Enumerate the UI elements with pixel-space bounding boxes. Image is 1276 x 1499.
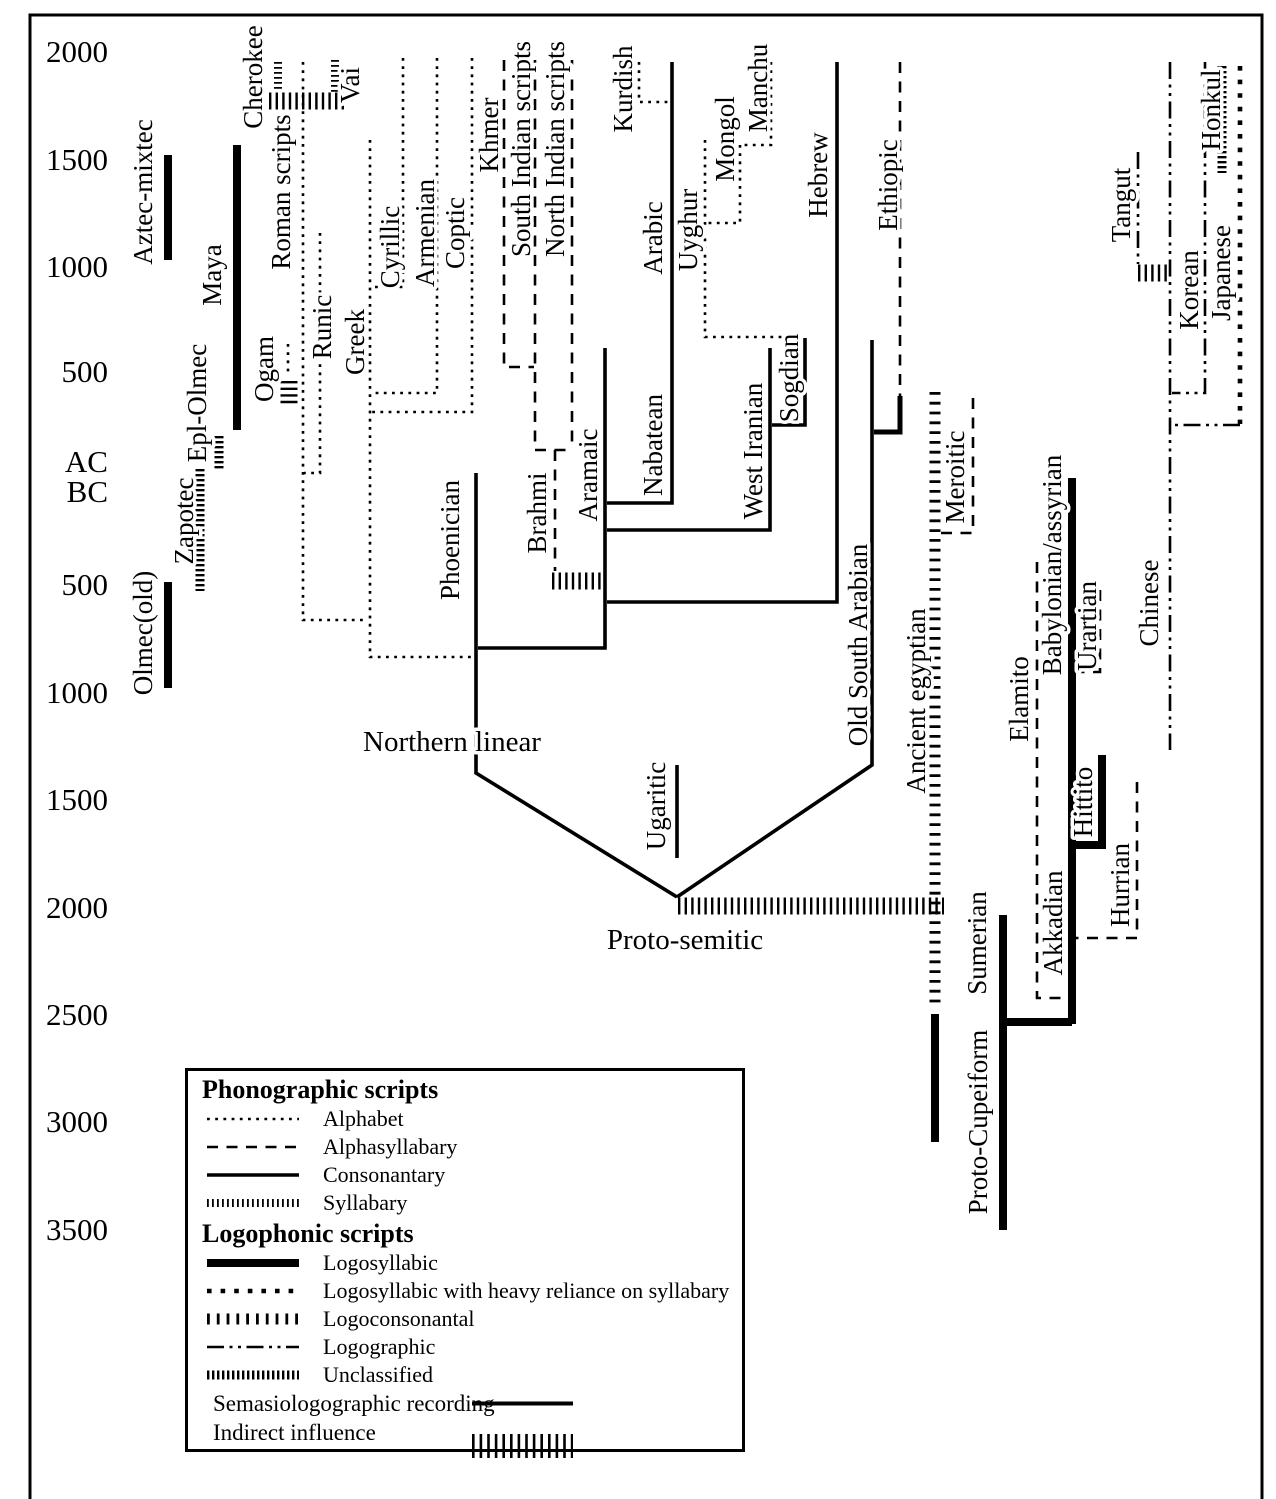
label-north-indian-scripts: North Indian scripts	[540, 41, 570, 257]
legend-row-semasiologographic-recording	[188, 1389, 742, 1418]
label-ancient-egyptian: Ancient egyptian	[901, 608, 931, 794]
label-west-iranian: West Iranian	[738, 382, 768, 520]
label-elamito: Elamito	[1004, 656, 1034, 742]
timeline-label-bc-5: BC	[66, 474, 108, 509]
label-mongol: Mongol	[710, 96, 740, 182]
label-aramaic: Aramaic	[573, 428, 603, 522]
legend-swatch-logographic	[205, 1333, 301, 1361]
label-honkul: Honkul	[1196, 69, 1226, 151]
legend-row-logosyllabic-with-heavy-reliance-on-syllabary	[188, 1277, 742, 1305]
legend-swatch-alphabet	[205, 1105, 301, 1133]
label-hittito: Hittito	[1068, 766, 1098, 838]
label-maya: Maya	[197, 244, 227, 306]
label-brahmi: Brahmi	[522, 472, 552, 554]
legend-row-label: Syllabary	[323, 1190, 408, 1215]
timeline-label-2500-10: 2500	[46, 997, 108, 1032]
timeline-label-ac-4: AC	[64, 444, 108, 479]
legend-row-logosyllabic	[188, 1249, 742, 1277]
label-cherokee: Cherokee	[238, 25, 268, 129]
timeline-label-3500-12: 3500	[46, 1212, 108, 1247]
line-kurdish	[639, 62, 670, 102]
label-olmec-old: Olmec(old)	[128, 570, 158, 696]
label-coptic: Coptic	[440, 197, 470, 269]
legend-row-consonantary	[188, 1161, 742, 1189]
legend-row-label: Consonantary	[323, 1162, 446, 1187]
label-nabatean: Nabatean	[638, 394, 668, 496]
label-ogam: Ogam	[249, 336, 279, 402]
label-proto-cupeiform: Proto-Cupeiform	[963, 1029, 993, 1215]
legend-row-label: Semasiologographic recording	[213, 1390, 495, 1416]
legend-swatch-unclassified	[205, 1361, 301, 1389]
label-ugaritic: Ugaritic	[641, 761, 671, 851]
label-babylonian-assyrian: Babylonian/assyrian	[1037, 454, 1067, 676]
legend-row-alphabet	[188, 1105, 742, 1133]
timeline-label-2000-9: 2000	[46, 890, 108, 925]
legend-row-label: Logoconsonantal	[323, 1306, 475, 1331]
legend-swatch-semasiologographic	[470, 1389, 575, 1418]
legend-row-label: Logographic	[323, 1334, 436, 1359]
legend-extra-rows	[188, 1389, 742, 1447]
legend-box	[185, 1068, 745, 1452]
legend-swatch-logoconsonantal	[205, 1305, 301, 1333]
label-khmer: Khmer	[474, 97, 504, 173]
label-kurdish: Kurdish	[608, 45, 638, 133]
label-tangut: Tangut	[1106, 167, 1136, 243]
timeline-label-500-3: 500	[61, 354, 108, 389]
legend-row-label: Logosyllabic with heavy reliance on syllabary	[323, 1278, 730, 1303]
label-old-south-arabian: Old South Arabian	[843, 543, 873, 747]
label-korean: Korean	[1174, 250, 1204, 330]
label-vai: Vai	[335, 67, 365, 103]
timeline-label-1000-2: 1000	[46, 249, 108, 284]
line-ethiopic-osa-connector	[874, 396, 900, 432]
label-armenian: Armenian	[410, 179, 440, 287]
legend-heading-logophonic: Logophonic scripts	[202, 1219, 414, 1248]
label-arabic: Arabic	[638, 201, 668, 275]
label-uyghur: Uyghur	[673, 188, 703, 272]
legend-logophonic-rows	[188, 1249, 742, 1389]
legend-row-label: Alphabet	[323, 1106, 404, 1131]
legend-row-label: Alphasyllabary	[323, 1134, 458, 1159]
label-runic: Runic	[307, 294, 337, 360]
label-aztec-mixtec: Aztec-mixtec	[128, 119, 158, 265]
legend-row-label: Logosyllabic	[323, 1250, 438, 1275]
legend-row-logographic	[188, 1333, 742, 1361]
timeline-label-3000-11: 3000	[46, 1104, 108, 1139]
legend-swatch-consonantary	[205, 1161, 301, 1189]
legend-row-label: Unclassified	[323, 1362, 433, 1387]
label-urartian: Urartian	[1072, 581, 1102, 671]
label-akkadian: Akkadian	[1038, 870, 1068, 976]
legend-swatch-indirect_legend	[470, 1424, 575, 1468]
label-proto-semitic: Proto-semitic	[606, 924, 764, 956]
label-zapotec: Zapotec	[169, 477, 199, 565]
legend-row-logoconsonantal	[188, 1305, 742, 1333]
label-manchu: Manchu	[743, 43, 773, 133]
legend-row-unclassified	[188, 1361, 742, 1389]
label-cyrillic: Cyrillic	[375, 205, 405, 289]
label-japanese: Japanese	[1206, 225, 1236, 321]
label-roman-scripts: Roman scripts	[266, 114, 296, 270]
legend-row-alphasyllabary	[188, 1133, 742, 1161]
legend-swatch-logosyllabic_heavy	[205, 1277, 301, 1305]
timeline-label-1500-1: 1500	[46, 142, 108, 177]
label-phoenician: Phoenician	[435, 480, 465, 600]
timeline-label-1500-8: 1500	[46, 782, 108, 817]
legend-swatch-alphasyllabary	[205, 1133, 301, 1161]
legend-swatch-syllabary	[205, 1189, 301, 1217]
label-sogdian: Sogdian	[774, 333, 804, 423]
label-ethiopic: Ethiopic	[873, 139, 903, 231]
timeline-label-2000-0: 2000	[46, 34, 108, 69]
timeline-label-1000-7: 1000	[46, 675, 108, 710]
legend-row-indirect-influence	[188, 1418, 742, 1447]
label-meroitic: Meroitic	[940, 430, 970, 524]
timeline-label-500-6: 500	[61, 567, 108, 602]
label-epl-olmec: Epl-Olmec	[182, 343, 212, 463]
legend-row-syllabary	[188, 1189, 742, 1217]
label-chinese: Chinese	[1134, 559, 1164, 647]
label-northern-linear: Northern linear	[363, 726, 541, 758]
legend-row-label: Indirect influence	[213, 1419, 376, 1445]
label-hebrew: Hebrew	[803, 132, 833, 218]
legend-heading-phonographic: Phonographic scripts	[202, 1075, 439, 1104]
legend-swatch-logosyllabic	[205, 1249, 301, 1277]
label-sumerian: Sumerian	[962, 891, 992, 995]
legend-phonographic-rows	[188, 1105, 742, 1217]
label-hurrian: Hurrian	[1105, 843, 1135, 927]
label-greek: Greek	[340, 309, 370, 375]
label-south-indian-scripts: South Indian scripts	[506, 41, 536, 257]
